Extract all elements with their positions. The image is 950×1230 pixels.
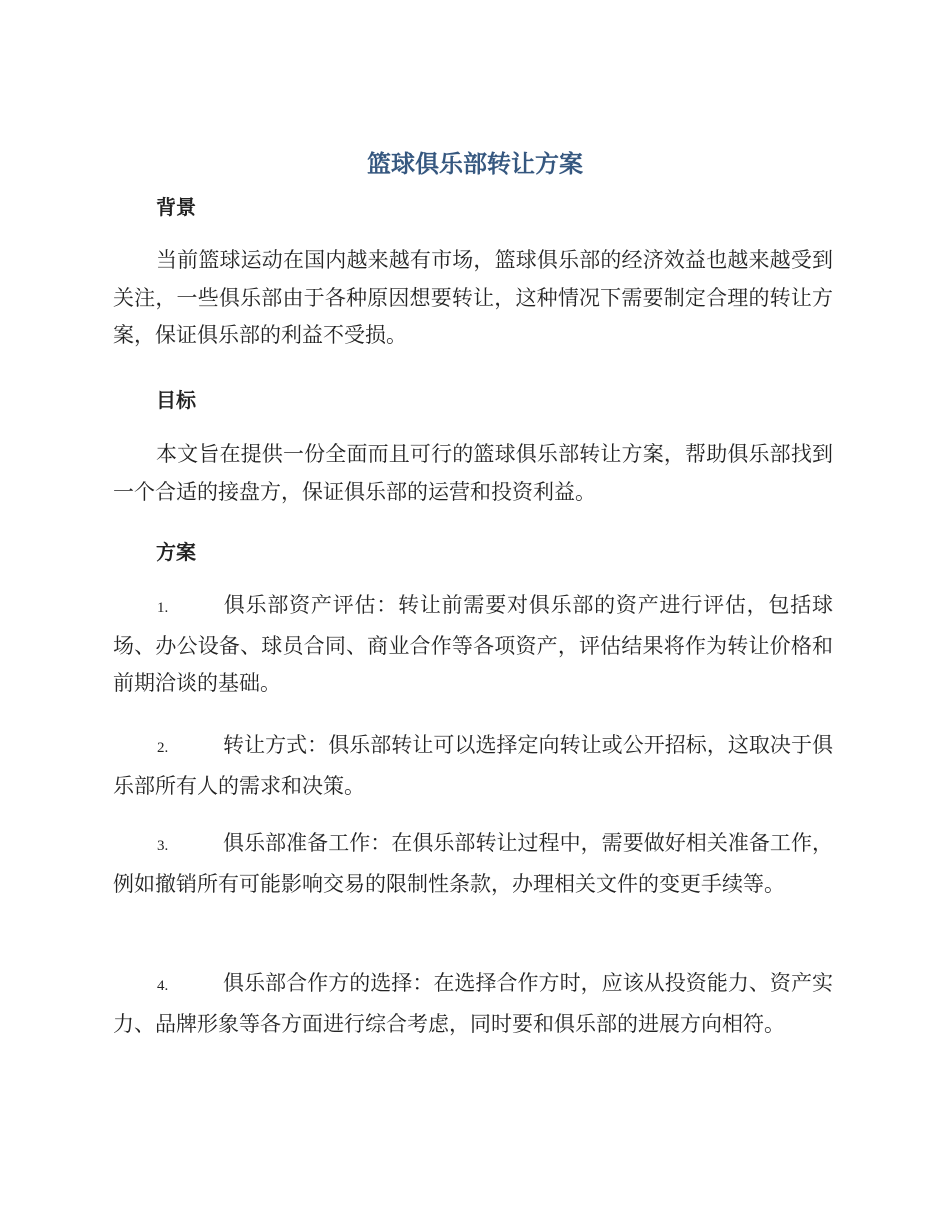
section-heading-plan: 方案 <box>156 540 196 564</box>
section-paragraph-goal: 本文旨在提供一份全面而且可行的篮球俱乐部转让方案，帮助俱乐部找到一个合适的接盘方，保证俱乐部的运营和投资利益。 <box>113 442 833 504</box>
section-heading-goal: 目标 <box>156 388 196 412</box>
list-item-number: 1. <box>157 600 169 616</box>
list-item-text: 转让方式：俱乐部转让可以选择定向转让或公开招标，这取决于俱乐部所有人的需求和决策。 <box>113 733 833 798</box>
plan-list-item <box>113 587 833 703</box>
list-item-text: 俱乐部资产评估：转让前需要对俱乐部的资产进行评估，包括球场、办公设备、球员合同、商业合作等各项资产，评估结果将作为转让价格和前期洽谈的基础。 <box>113 593 833 695</box>
plan-list-item <box>113 727 833 805</box>
list-item-text: 俱乐部合作方的选择：在选择合作方时，应该从投资能力、资产实力、品牌形象等各方面进行综合考虑，同时要和俱乐部的进展方向相符。 <box>113 971 833 1036</box>
section-paragraph-background: 当前篮球运动在国内越来越有市场，篮球俱乐部的经济效益也越来越受到关注，一些俱乐部由于各种原因想要转让，这种情况下需要制定合理的转让方案，保证俱乐部的利益不受损。 <box>113 248 833 347</box>
list-item-text: 俱乐部准备工作：在俱乐部转让过程中，需要做好相关准备工作，例如撤销所有可能影响交易的限制性条款，办理相关文件的变更手续等。 <box>113 831 833 896</box>
document-title: 篮球俱乐部转让方案 <box>367 150 583 178</box>
plan-list-item <box>113 825 833 903</box>
list-item-number: 3. <box>157 838 169 854</box>
section-heading-background: 背景 <box>156 195 196 219</box>
list-item-number: 2. <box>157 740 169 756</box>
list-item-number: 4. <box>157 978 169 994</box>
plan-list-item <box>113 965 833 1043</box>
